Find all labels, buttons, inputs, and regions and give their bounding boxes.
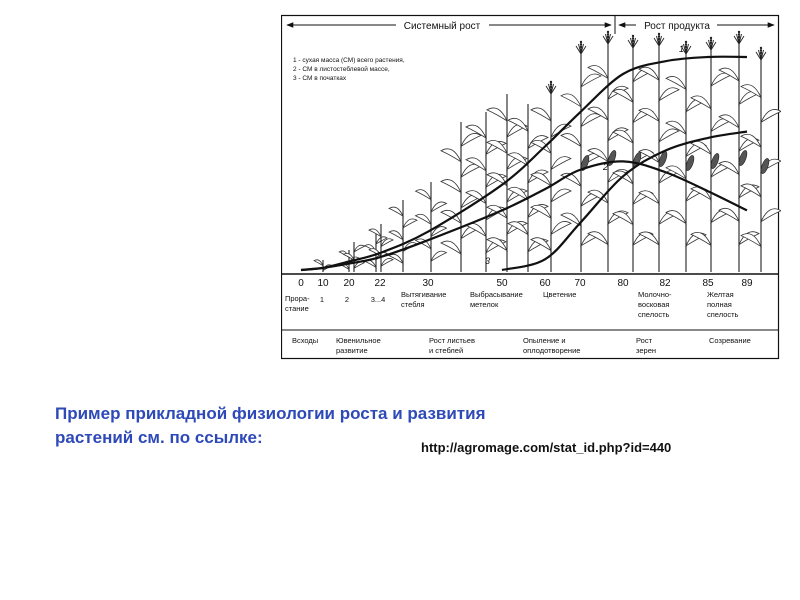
period-label: оплодотворение bbox=[523, 346, 581, 355]
caption-line-2: растений см. по ссылке: bbox=[55, 428, 263, 447]
stage-number: 82 bbox=[659, 278, 671, 289]
source-link[interactable]: http://agromage.com/stat_id.php?id=440 bbox=[421, 440, 672, 455]
phase-label: стание bbox=[285, 304, 309, 313]
stage-number: 0 bbox=[298, 278, 304, 289]
phase-label: 1 bbox=[319, 295, 325, 304]
phase-label: Молочно- bbox=[638, 290, 672, 299]
curve-label-1: 1 bbox=[679, 44, 685, 54]
period-label: Созревание bbox=[709, 336, 751, 345]
phase-label: полная bbox=[707, 300, 732, 309]
phase-label: восковая bbox=[638, 300, 670, 309]
phase-label: 3...4 bbox=[370, 295, 386, 304]
legend-line-2: 2 - СМ в листостеблевой массе, bbox=[293, 66, 390, 73]
phase-label: спелость bbox=[707, 310, 739, 319]
stage-number: 20 bbox=[343, 278, 355, 289]
stage-number: 30 bbox=[422, 278, 434, 289]
stage-number: 70 bbox=[574, 278, 586, 289]
stage-number: 89 bbox=[741, 278, 753, 289]
maize-growth-diagram bbox=[281, 12, 781, 362]
product-growth-label: Рост продукта bbox=[644, 21, 710, 32]
stage-number: 85 bbox=[702, 278, 714, 289]
phase-label: Выбрасывание bbox=[470, 290, 523, 299]
period-label: развитие bbox=[336, 346, 368, 355]
period-label: Всходы bbox=[292, 336, 319, 345]
stage-number: 80 bbox=[617, 278, 629, 289]
stage-number: 50 bbox=[496, 278, 508, 289]
phase-label: Желтая bbox=[707, 290, 734, 299]
period-label: Ювенильное bbox=[336, 336, 381, 345]
legend-line-3: 3 - СМ в початках bbox=[293, 75, 347, 82]
period-label: Опыление и bbox=[523, 336, 566, 345]
phase-label: Цветение bbox=[543, 290, 577, 299]
phase-label: Прора- bbox=[285, 294, 310, 303]
phase-label: метелок bbox=[470, 300, 499, 309]
phase-label: 2 bbox=[344, 295, 350, 304]
stage-number: 10 bbox=[317, 278, 329, 289]
phase-label: Вытягивание bbox=[401, 290, 447, 299]
period-label: Рост bbox=[636, 336, 653, 345]
curve-label-2: 2 bbox=[603, 162, 609, 172]
phase-label: спелость bbox=[638, 310, 670, 319]
period-label: Рост листьев bbox=[429, 336, 475, 345]
caption-line-1: Пример прикладной физиологии роста и развития bbox=[55, 404, 486, 423]
system-growth-label: Системный рост bbox=[403, 21, 481, 32]
stage-number: 60 bbox=[539, 278, 551, 289]
period-label: и стеблей bbox=[429, 346, 464, 355]
curve-label-3: 3 bbox=[485, 256, 491, 266]
stage-number: 22 bbox=[374, 278, 386, 289]
phase-label: стебля bbox=[401, 300, 425, 309]
period-label: зерен bbox=[636, 346, 657, 355]
legend-line-1: 1 - сухая масса (СМ) всего растения, bbox=[293, 57, 405, 64]
